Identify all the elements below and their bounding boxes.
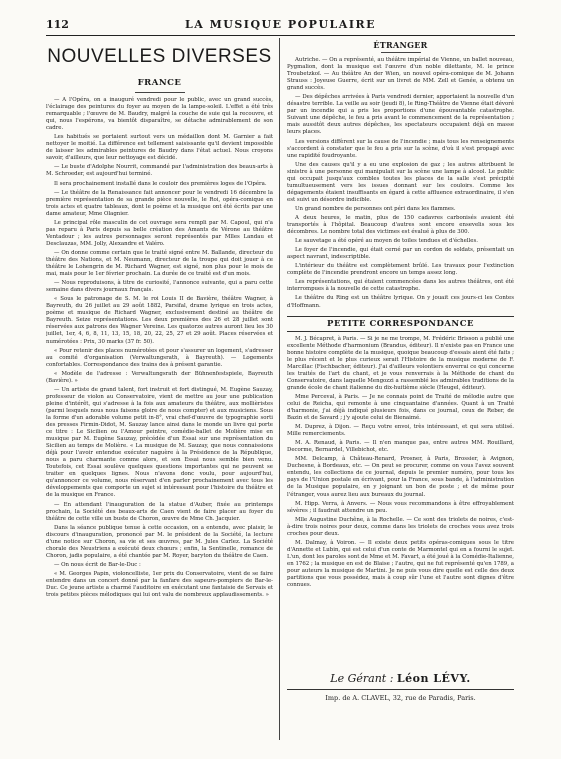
section-rule [135, 92, 185, 93]
correspondance-entry: M. A. Renaud, à Paris. — Il n'en manque pas, entre autres MM. Rouillard, Decorme, Bernardel, Villebichot, etc. [287, 440, 514, 454]
footer-block [287, 662, 514, 702]
news-paragraph: « Modèle de l'adresse : Verwaltungsrath der Bühnenfestspiele, Bayreuth (Bavière). » [46, 370, 273, 384]
publication-title: LA MUSIQUE POPULAIRE [184, 18, 376, 31]
correspondance-entry: MM. Delcamp, à Château-Renard, Prosner, à Paris, Brossier, à Avignon, Duchesne, à Bordeaux, etc. — On peut se procurer, comme on vous l'avez souvent entendu, les collections de ce journal, depuis le premier numéro, pour tous les pays de l'Union postale en écrivant, pour la France, sous bande, à l'administration de la Musique populaire, en y joignant un bon de poste ; et de même pour l'étranger, vous aurez lieu aux bureaux du journal. [287, 456, 514, 498]
etranger-paragraph: L'intérieur du théâtre est complètement brûlé. Les travaux pour l'extinction complète de l'incendie prendront encore un temps assez long. [287, 263, 514, 277]
page-number: 112 [46, 18, 69, 31]
news-paragraph: « M. Georges Papin, violoncelliste, 1er prix du Conservatoire, vient de se faire entendre dans un concert donné par la fanfare des sapeurs-pompiers de Bar-le-Duc. Ce jeune artiste a charmé l'auditoire en exécutant une fantaisie de Servais et trois petites pièces mélodiques qui lui ont valu de nombreux applaudissements. » [46, 570, 273, 599]
etranger-paragraph: Une des causes qu'il y a eu une explosion de gaz ; les autres attribuent le sinistre à une personne qui manipulait sur la scène une lampe à alcool. Le public qui occupait jusqu'aux combles toutes les places de la salle s'est précipité tumultueusement vers les issues donnant sur les couloirs. Comme les dégagements étaient insuffisants en égard à cette affluence extraordinaire, il s'en est suivi un désordre indicible. [287, 161, 514, 203]
section-heading-france: FRANCE [137, 78, 182, 88]
news-paragraph: — Nous reproduisons, à titre de curiosité, l'annonce suivante, qui a paru cette semaine dans divers journaux français. [46, 280, 273, 294]
etranger-paragraph: Un grand nombre de personnes ont péri dans les flammes. [295, 205, 456, 212]
news-paragraph: « Pour retenir des places numérotées et pour s'assurer un logement, s'adresser au comité d'organisation (Verwaltungsrath, à Bayreuth). — Logements confortables. Correspondance des trains des à présent garantie. [46, 347, 273, 368]
news-paragraph: — On donne comme certain que le traité signé entre M. Ballande, directeur du théâtre des Nations, et M. Neumann, directeur de la troupe qui doit jouer à ce théâtre le Lohengrin de M. Richard Wagner, est signé, non plus pour le mois de mai, mais pour le 1er février prochain. La durée de ce traité est d'un mois. [46, 249, 273, 278]
news-paragraph: — A l'Opéra, on a inauguré vendredi pour le public, avec un grand succès, l'éclairage des peintures du foyer au moyen de la lampe-soleil. L'effet a été très remarquable ; l'œuvre de M. Baudry, malgré la couche de suie qui la recouvre, et qui, nous l'espérons, va bientôt disparaître, se détache admirablement de son cadre. [46, 97, 273, 132]
news-paragraph: — On nous écrit de Bar-le-Duc : [54, 561, 141, 568]
correspondance-entry: M. Hipp. Verra, à Anvers. — Nous vous recommandons à être effroyablement sévères ; il faudrait attendre un peu. [287, 500, 514, 514]
etranger-article-body [287, 57, 514, 310]
printer-imprint: Imp. de A. CLAVEL, 32, rue de Paradis, Paris. [325, 694, 476, 702]
etranger-paragraph: A deux heures, le matin, plus de 150 cadavres carbonisés avaient été transportés à l'hôpital. Beaucoup d'autres sont encore ensevelis sous les décombres. Le nombre total des victimes est évalué à plus de 300. [287, 214, 514, 236]
page-header [46, 18, 515, 34]
etranger-paragraph: Les représentations, qui étaient commencées dans les autres théâtres, ont été interrompues à la nouvelle de cette catastrophe. [287, 279, 514, 293]
column-divider [279, 38, 280, 740]
correspondance-entry: Mme Perceval, à Paris. — Je ne connais point de Traité de mélodie autre que celui de Reicha, qui remonte à une cinquantaine d'années. Quant à un Traité d'harmonie, j'ai déjà indiqué plusieurs fois, dans ce journal, ceux de Reber, de Bazin et de Savard ; j'y ajoute celui de Bienaimé. [287, 393, 514, 422]
footer-rule [287, 689, 514, 690]
header-rule [46, 35, 515, 36]
etranger-paragraph: — Des dépêches arrivées à Paris vendredi dernier, apportaient la nouvelle d'un désastre terrible. La veille au soir (jeudi 8), le Ring-Théâtre de Vienne était dévoré par un incendie qui a pris les proportions d'une épouvantable catastrophe. Suivant une dépêche, le feu a pris avant le commencement de la représentation ; mais aussitôt deux autres dépêches, les spectateurs occupaient déjà en masse leurs places. [287, 94, 514, 136]
etranger-paragraph: Le théâtre du Ring est un théâtre lyrique. On y jouait ces jours-ci les Contes d'Hoffmann. [287, 295, 514, 309]
correspondance-entry: M. J. Bécapret, à Paris. — Si je ne me trompe, M. Frédéric Brisson a publié une excellente Méthode d'harmonium (Brandus, éditeur). Il n'existe pas en France une bonne histoire complète de la musique, quoique beaucoup d'essais aient été faits ; le plus récent et le plus curieux serait l'Histoire de la musique moderne de F. Marcillac (Fischbacher, éditeur). J'ai d'ailleurs volontiers enverrai ce qui concerne les traités de l'art du chant, et je vous renverrais à la Méthode de chant du Conservatoire, dans laquelle Mengozzi a rassemblé les admirables traditions de la grande école de chant italienne du dix-huitième siècle (Heugel, éditeur). [287, 335, 514, 391]
news-paragraph: — En attendant l'inauguration de la statue d'Auber, fixée au printemps prochain, la Société des beaux-arts de Caen vient de faire placer au foyer du théâtre de cette ville un buste de Choron, œuvre de Mme Ch. Jacquier. [46, 501, 273, 522]
news-paragraph: — Un artiste de grand talent, fort instruit et fort distingué, M. Eugène Sauzay, professeur de violon au Conservatoire, vient de mettre au jour une publication pleine d'intérêt, qui s'adresse à la fois aux amateurs du théâtre, aux mollièristes (parmi lesquels nous nous faisons gloire de nous compter) et aux musiciens. Sous la forme d'un adorable volume petit in-8°, vrai chef-d'œuvre de typographie sorti des presses Firmin-Didot, M. Sauzay lance ainsi dans le monde un livre qui porte ce titre : Le Sicilien ou l'Amour peintre, comédie-ballet de Molière mise en musique par M. Eugène Sauzay, précédée d'un Essai sur une représentation du Sicilien au temps de Molière. « La musique de M. Sauzay, que nous connaissions déjà pour l'avoir entendue exécuter naguère à la Présidence de la République, nous a paru charmante comme alors, et son Essai nous semble bien venu. Toutefois, cet Essai soulève quelques questions importantes qui ne peuvent se traiter en quelques lignes. Nous n'avons donc voulu, pour aujourd'hui, qu'annoncer ce volume, nous réservant d'en parler prochainement avec tous les développements que comporte un sujet si intéressant pour l'histoire du théâtre et de la musique en France. [46, 386, 273, 499]
gerant-line [287, 672, 514, 685]
news-paragraph: Dans la séance publique tenue à cette occasion, on a entendu, avec plaisir, le discours d'inauguration, prononcé par M. le président de la Société, la lecture d'une notice sur Choron, sa vie et ses œuvres, par M. Jules Carlez. La Société chorale des Neustriens a exécuté deux chœurs ; enfin, la Sentinelle, romance de Choron, jadis populaire, a été chantée par M. Royer, baryton du théâtre de Caen. [46, 524, 273, 559]
etranger-paragraph: Le sauvetage a été opéré au moyen de toiles tendues et d'échelles. [295, 238, 478, 245]
news-paragraph: Il sera prochainement installé dans le couloir des premières loges de l'Opéra. [54, 180, 267, 187]
correspondance-entry: M. Duprez, à Dijon. — Reçu votre envoi, très intéressant, et qui sera utilisé. Mille remerciements. [287, 424, 514, 438]
etranger-paragraph: Autriche. — On a représenté, au théâtre impérial de Vienne, un ballet nouveau, Pygmalion, dont la musique est l'œuvre d'un noble dilettante, M. le prince Troubetzkoï. — Au théâtre An der Wien, un nouvel opéra-comique de M. Johann Strauss : Joyeuse Guerre, écrit sur un livret de MM. Zell et Genée, a obtenu un grand succès. [287, 57, 514, 92]
main-title: NOUVELLES DIVERSES [47, 46, 272, 67]
news-paragraph: — Le buste d'Adolphe Nourrit, commandé par l'administration des beaux-arts à M. Schroeder, est aujourd'hui terminé. [46, 164, 273, 178]
correspondance-entry: M. Dalmay, à Voiron. — Il existe deux petits opéras-comiques sous le titre d'Annette et Lubin, qui est celui d'un conte de Marmontel qui en a fourni le sujet. L'un, dont les paroles sont de Mme et M. Favart, a été joué à la Comédie-Italienne, en 1762 ; la musique en est de Blaise ; l'autre, qui ne fut représenté qu'en 1789, a pour auteurs la musique de Martini. Je ne puis vous dire quelle est celle des deux partitions que vous possédez, mais à coup sûr l'une et l'autre sont dignes d'être connues. [287, 539, 514, 589]
news-paragraph: Les habitués se portaient surtout vers un médaillon dont M. Garnier a fait nettoyer le moitié. La différence est tellement saisissante qu'il devient impossible de laisser les admirables peintures de Baudry dans l'état actuel. Nous croyons savoir, d'ailleurs, que leur nettoyage est décidé. [46, 134, 273, 162]
news-paragraph: « Sous le patronage de S. M. le roi Louis II de Bavière, théâtre Wagner, à Bayreuth, du 26 juillet au 29 août 1882, Parsifal, drame lyrique en trois actes, poème et musique de Richard Wagner, exclusivement destiné au théâtre de Bayreuth. Seize représentations. Les deux premières des 26 et 28 juillet sont réservées aux patrons des Wagner Vereine. Les quatorze autres auront lieu les 30 juillet, 1er, 4, 6, 8, 11, 13, 15, 18, 20, 22, 25, 27 et 29 août. Places réservées et numérotées : Prix, 30 marks (37 fr. 50). [46, 296, 273, 345]
correspondance-body [287, 336, 514, 590]
section-heading-correspondance: PETITE CORRESPONDANCE [287, 316, 514, 332]
left-column [46, 38, 273, 738]
news-paragraph: Le principal rôle masculin de cet ouvrage sera rempli par M. Capoul, qui n'a pas reparu à Paris depuis sa belle création des Amants de Vérone au théâtre Ventadour ; les autres personnages seront représentés par Mlles Landau et Desclauzas, MM. Jolly, Alexandre et Valéro. [46, 219, 273, 247]
section-heading-etranger: ÉTRANGER [287, 40, 514, 53]
etranger-paragraph: Le foyer de l'incendie, qui était cerné par un cordon de soldats, présentait un aspect navrant, indescriptible. [287, 247, 514, 261]
gerant-name: Léon LÉVY. [396, 672, 471, 685]
left-article-body [46, 97, 273, 599]
etranger-paragraph: Les versions diffèrent sur la cause de l'incendie ; mais tous les renseignements s'accordent à constater que le feu a pris sur la scène, d'où il s'est propagé avec une rapidité foudroyante. [287, 138, 514, 159]
correspondance-entry: Mlle Augustine Duchêne, à la Rochelle. — Ce sont des triolets de noires, c'est-à-dire trois noires pour deux, comme dans les triolets de croches vous avez trois croches pour deux. [287, 516, 514, 537]
gerant-label: Le Gérant : [330, 672, 394, 685]
news-paragraph: — Le théâtre de la Renaissance fait annoncer pour le vendredi 16 décembre la première représentation de sa grande pièce nouvelle, le Roi, opéra-comique en trois actes et quatre tableaux, dont le poème et la musique ont été écrits par une dame amateur, Mme Olagnier. [46, 189, 273, 217]
right-column [287, 38, 514, 738]
